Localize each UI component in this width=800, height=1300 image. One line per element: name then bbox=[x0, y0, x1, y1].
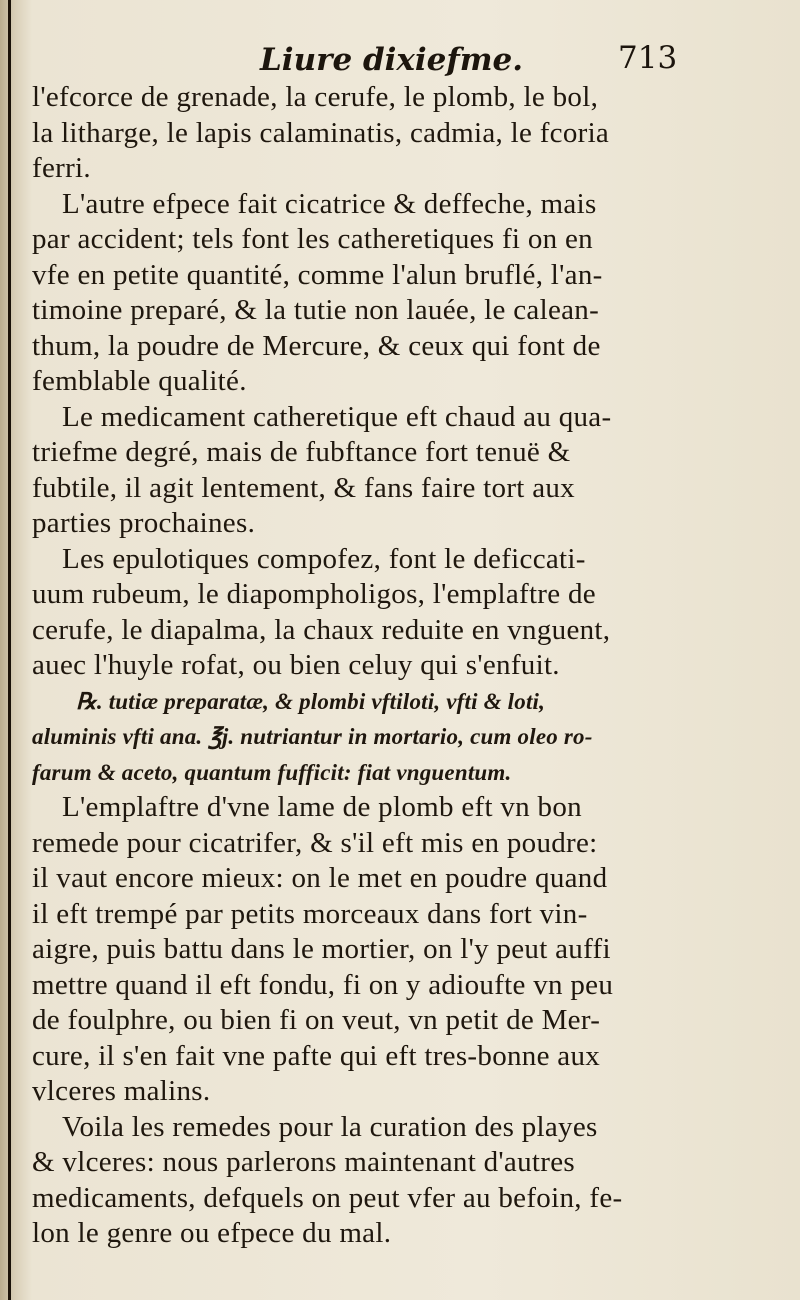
text-line: il vaut encore mieux: on le met en poudre quand bbox=[32, 862, 608, 894]
text-line: parties prochaines. bbox=[32, 507, 256, 539]
text-line: femblable qualité. bbox=[32, 365, 247, 397]
text-line: Le medicament catheretique eft chaud au qua- bbox=[62, 400, 612, 433]
text-line: vlceres malins. bbox=[32, 1075, 211, 1107]
text-line: medicaments, defquels on peut vfer au befoin, fe- bbox=[32, 1181, 623, 1214]
text-line: & vlceres: nous parlerons maintenant d'autres bbox=[32, 1146, 575, 1178]
text-line: thum, la poudre de Mercure, & ceux qui font de bbox=[32, 329, 601, 362]
text-line: cure, il s'en fait vne pafte qui eft tres-bonne aux bbox=[32, 1039, 601, 1072]
text-line: Les epulotiques compofez, font le deficcati- bbox=[62, 542, 586, 575]
text-line: par accident; tels font les catheretiques fi on en bbox=[32, 223, 593, 255]
recipe-line: aluminis vfti ana. ℥j. nutriantur in mortario, cum oleo ro- bbox=[32, 724, 593, 749]
text-line: l'efcorce de grenade, la cerufe, le plomb, le bol, bbox=[32, 81, 599, 113]
text-line: cerufe, le diapalma, la chaux reduite en vnguent, bbox=[32, 613, 611, 646]
text-line: L'emplaftre d'vne lame de plomb eft vn bon bbox=[62, 791, 582, 823]
page-number: 713 bbox=[618, 40, 678, 76]
running-head: Liure dixiefme. bbox=[260, 42, 524, 78]
text-line: remede pour cicatrifer, & s'il eft mis en poudre: bbox=[32, 826, 598, 859]
text-line: uum rubeum, le diapompholigos, l'emplaftre de bbox=[32, 578, 596, 610]
text-line: mettre quand il eft fondu, fi on y adioufte vn peu bbox=[32, 968, 614, 1001]
text-line: auec l'huyle rofat, ou bien celuy qui s'enfuit. bbox=[32, 649, 560, 681]
text-line: lon le genre ou efpece du mal. bbox=[32, 1217, 392, 1249]
text-line: fubtile, il agit lentement, & fans faire tort aux bbox=[32, 471, 575, 504]
recipe-line: farum & aceto, quantum fufficit: fiat vnguentum. bbox=[32, 759, 512, 785]
text-line: Voila les remedes pour la curation des playes bbox=[62, 1110, 598, 1143]
text-line: triefme degré, mais de fubftance fort tenuë & bbox=[32, 436, 571, 468]
text-line: aigre, puis battu dans le mortier, on l'y peut auffi bbox=[32, 933, 611, 965]
body-text bbox=[32, 80, 692, 1252]
recipe-line: ℞. tutiæ preparatæ, & plombi vftiloti, vfti & loti, bbox=[76, 688, 546, 714]
text-line: de foulphre, ou bien fi on veut, vn petit de Mer- bbox=[32, 1004, 601, 1036]
text-line: il eft trempé par petits morceaux dans fort vin- bbox=[32, 897, 588, 930]
text-line: timoine preparé, & la tutie non lauée, le calean- bbox=[32, 294, 600, 326]
text-line: L'autre efpece fait cicatrice & deffeche, mais bbox=[62, 187, 597, 220]
text-line: vfe en petite quantité, comme l'alun bruflé, l'an- bbox=[32, 258, 603, 291]
binding-edge bbox=[8, 0, 11, 1300]
text-line: la litharge, le lapis calaminatis, cadmia, le fcoria bbox=[32, 116, 610, 149]
text-line: ferri. bbox=[32, 152, 91, 184]
